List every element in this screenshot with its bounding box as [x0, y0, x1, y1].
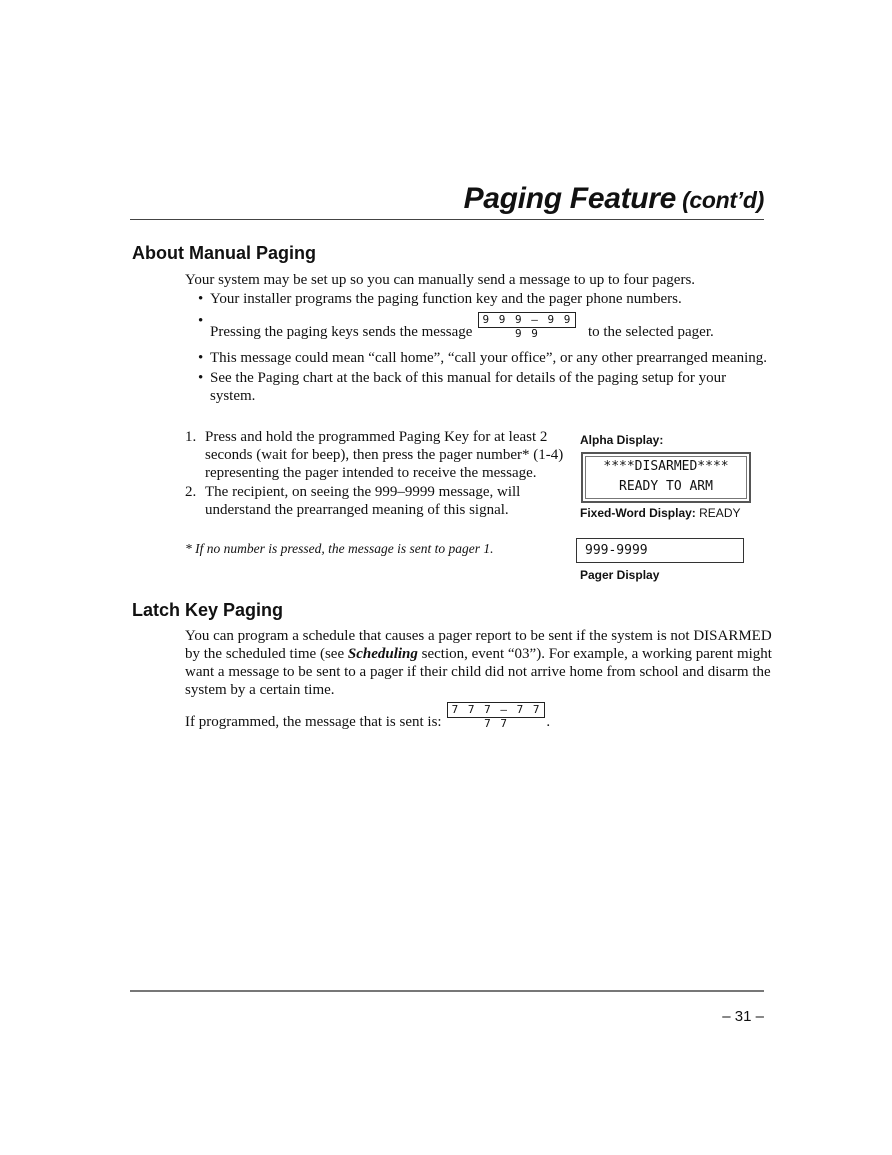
bullet-item: [198, 290, 773, 308]
step-text: The recipient, on seeing the 999–9999 message, will understand the prearranged meaning of this signal.: [205, 484, 521, 518]
bullet-text: Your installer programs the paging function key and the pager phone numbers.: [210, 291, 682, 307]
fixed-word-display-value: READY: [699, 506, 741, 520]
step-item: [185, 428, 565, 482]
latch-key-message-code: 7 7 7 – 7 7 7 7: [447, 702, 545, 718]
step-number: 1.: [185, 429, 197, 445]
page-title-text: Paging Feature: [463, 182, 677, 215]
bullet-text: See the Paging chart at the back of this manual for details of the paging setup for your system.: [210, 370, 727, 404]
header-rule: [130, 219, 764, 220]
latch-text-after: section, event “03”). For example, a working parent might want a message to be sent to a pager if their child did not arrive home from school and disarm the system by a certain time.: [185, 646, 772, 698]
latch-text-before: You can program a schedule that causes a pager report to be sent if the system is not DISARMED by the scheduled time (see: [185, 628, 772, 662]
step-text: Press and hold the programmed Paging Key for at least 2 seconds (wait for beep), then press the pager number* (1-4) representing the pager intended to receive the message.: [205, 429, 564, 481]
bullet-text: This message could mean “call home”, “call your office”, or any other prearranged meaning.: [210, 350, 767, 366]
bullet-item: [198, 369, 773, 405]
pager-display: 999-9999: [576, 538, 744, 563]
manual-paging-intro: Your system may be set up so you can manually send a message to up to four pagers.: [185, 272, 696, 288]
footnote: * If no number is pressed, the message is sent to pager 1.: [185, 541, 494, 556]
step-number: 2.: [185, 484, 197, 500]
bullet-text-after: to the selected pager.: [587, 324, 714, 340]
paging-steps: [185, 428, 565, 519]
latch-key-section: [185, 627, 775, 731]
bullet-item: [198, 349, 773, 367]
scheduling-reference: Scheduling: [347, 646, 418, 662]
bullet-item: [198, 312, 773, 341]
page-title-suffix: (cont’d): [682, 187, 764, 213]
section-heading-latch-key: Latch Key Paging: [132, 600, 284, 620]
latch-key-paragraph: [185, 627, 775, 699]
bullet-text: Pressing the paging keys sends the message: [210, 324, 473, 340]
manual-paging-bullets: [198, 290, 773, 405]
alpha-display: [581, 452, 751, 503]
page-message-code: 9 9 9 – 9 9 9 9: [478, 312, 576, 328]
programmed-text: If programmed, the message that is sent is:: [185, 714, 442, 730]
section-heading-manual-paging: About Manual Paging: [132, 243, 316, 263]
fixed-word-display: [580, 506, 740, 520]
step-item: [185, 483, 565, 519]
footer-rule: [130, 990, 764, 992]
page-number: – 31 –: [722, 1008, 764, 1025]
fixed-word-display-label: Fixed-Word Display:: [580, 506, 696, 520]
latch-key-message-line: [185, 702, 775, 731]
pager-display-label: Pager Display: [580, 568, 660, 582]
alpha-display-line-1: ****DISARMED****: [603, 459, 729, 474]
alpha-display-line-2: READY TO ARM: [619, 479, 713, 494]
page-title: [464, 182, 764, 216]
alpha-display-label: Alpha Display:: [580, 433, 664, 447]
programmed-period: .: [546, 714, 551, 730]
